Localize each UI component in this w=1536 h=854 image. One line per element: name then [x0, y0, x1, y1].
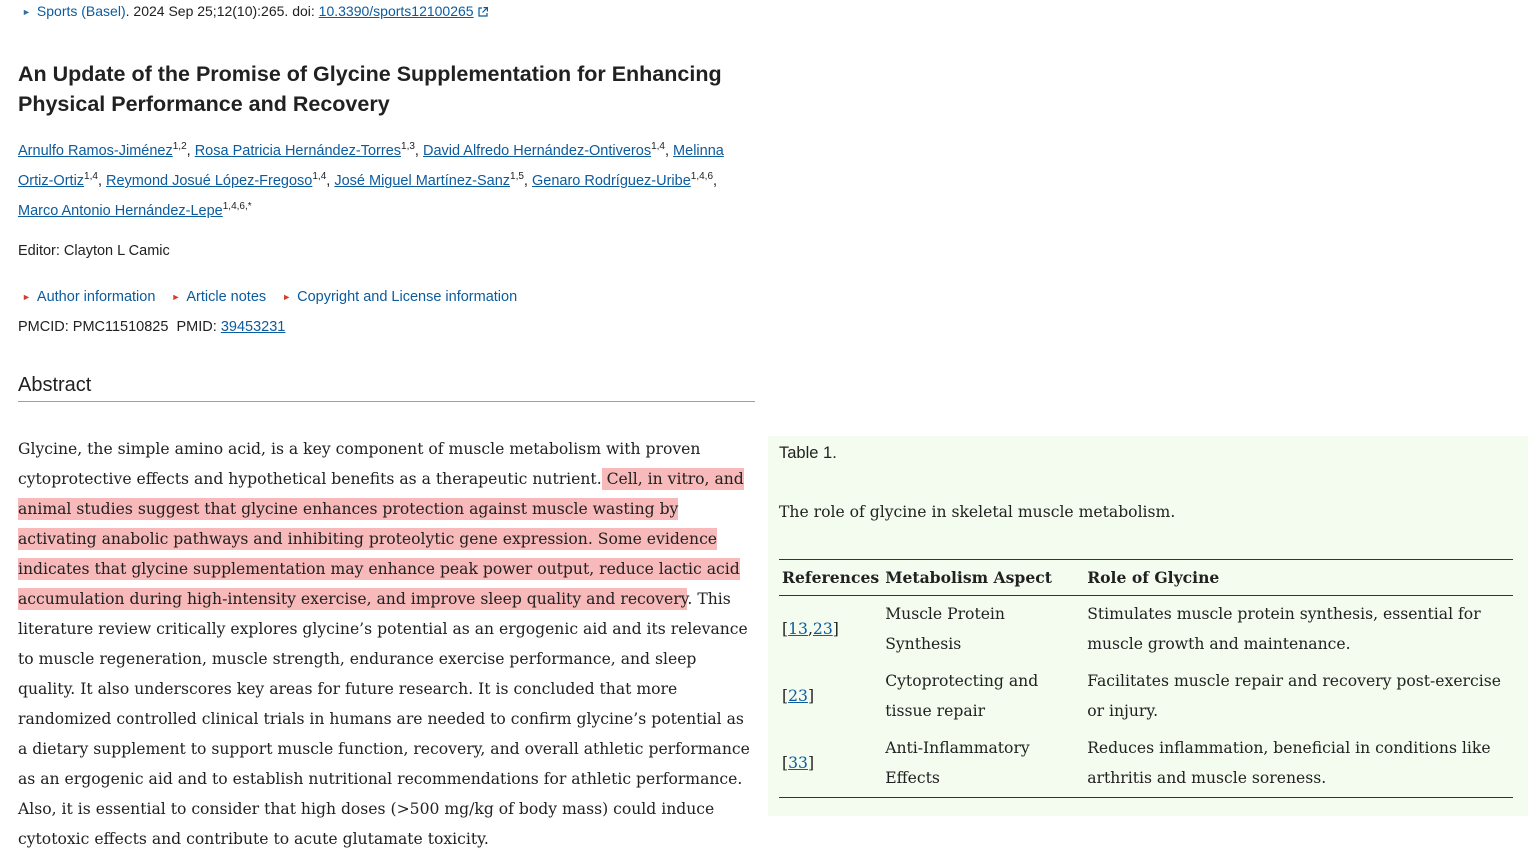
- author-list: [18, 136, 758, 226]
- article-notes-toggle[interactable]: [171, 289, 266, 305]
- author-separator: ,: [523, 173, 532, 189]
- author-link[interactable]: David Alfredo Hernández-Ontiveros: [422, 143, 652, 159]
- journal-name-link[interactable]: Sports (Basel): [36, 3, 126, 19]
- table-header-row: [779, 560, 1513, 596]
- affiliation-marker: 1,4: [312, 171, 327, 183]
- article-ids: [18, 319, 285, 335]
- triangle-right-icon: ►: [22, 292, 31, 302]
- abstract-part-1: Glycine, the simple amino acid, is a key component of muscle metabolism with proven cytoprotective effects and hypothetical benefits as a therapeutic nutrient.: [18, 440, 701, 488]
- author-separator: ,: [326, 173, 335, 189]
- author-separator: ,: [186, 143, 195, 159]
- affiliation-marker: 1,5: [510, 171, 524, 183]
- editor-line: Editor: Clayton L Camic: [18, 243, 170, 259]
- affiliation-marker: 1,4,6,*: [222, 201, 252, 213]
- author-link[interactable]: Arnulfo Ramos-Jiménez: [18, 143, 173, 159]
- table-caption: The role of glycine in skeletal muscle metabolism.: [779, 503, 1176, 521]
- copyright-license-label: Copyright and License information: [297, 289, 518, 305]
- affiliation-marker: 1,4: [651, 141, 665, 153]
- article-notes-label: Article notes: [186, 289, 267, 305]
- table-panel: [768, 436, 1528, 816]
- aspect-cell: Muscle Protein Synthesis: [885, 605, 1005, 653]
- table-label: Table 1.: [779, 444, 837, 462]
- author-link[interactable]: Genaro Rodríguez-Uribe: [531, 173, 691, 189]
- external-link-icon[interactable]: [478, 4, 488, 14]
- author-link[interactable]: Rosa Patricia Hernández-Torres: [194, 143, 402, 159]
- author-separator: ,: [97, 173, 107, 189]
- citation-text: . 2024 Sep 25;12(10):265. doi:: [125, 3, 319, 19]
- references-cell: [33]: [782, 754, 815, 772]
- author-link[interactable]: Melinna Ortiz-Ortiz: [18, 143, 724, 189]
- abstract-text: [18, 434, 758, 854]
- triangle-right-icon: ►: [171, 292, 181, 302]
- pmid-link[interactable]: 39453231: [220, 319, 286, 335]
- abstract-part-2: . This literature review critically explores glycine’s potential as an ergogenic aid and its relevance to muscle regeneration, muscle strength, endurance exercise performance, and sleep quality. It also underscores key areas for future research. It is concluded that more randomized controlled clinical trials in humans are needed to confirm glycine’s potential as a dietary supplement to support muscle function, recovery, and overall athletic performance as an ergogenic aid and to establish nutritional recommendations for athletic performance. Also, it is essential to consider that high doses (>500 mg/kg of body mass) could induce cytotoxic effects and contribute to acute glutamate toxicity.: [18, 590, 750, 848]
- article-info-links: [22, 289, 529, 305]
- role-cell: Facilitates muscle repair and recovery post-exercise or injury.: [1087, 672, 1501, 720]
- reference-link[interactable]: 13: [788, 620, 808, 638]
- reference-link[interactable]: 33: [788, 754, 808, 772]
- affiliation-marker: 1,4,6: [690, 171, 714, 183]
- reference-link[interactable]: 23: [788, 687, 808, 705]
- article-title: An Update of the Promise of Glycine Supplementation for Enhancing Physical Performance and Recovery: [18, 62, 722, 116]
- author-information-toggle[interactable]: [22, 289, 155, 305]
- doi-link[interactable]: 10.3390/sports12100265: [318, 3, 474, 19]
- triangle-right-icon[interactable]: ►: [22, 7, 31, 17]
- aspect-cell: Cytoprotecting and tissue repair: [885, 672, 1039, 720]
- author-link[interactable]: Marco Antonio Hernández-Lepe: [18, 203, 223, 219]
- glycine-role-table: [779, 559, 1513, 798]
- copyright-license-toggle[interactable]: [282, 289, 517, 305]
- table-row: [779, 596, 1513, 664]
- header-metabolism-aspect: Metabolism Aspect: [882, 560, 1084, 596]
- author-link[interactable]: José Miguel Martínez-Sanz: [334, 173, 511, 189]
- aspect-cell: Anti-Inflammatory Effects: [885, 739, 1030, 787]
- references-cell: [23]: [782, 687, 815, 705]
- references-cell: [13,23]: [782, 620, 839, 638]
- highlighted-text[interactable]: Cell, in vitro, and animal studies suggest that glycine enhances protection against muscle wasting by activating anabolic pathways and inhibiting proteolytic gene expression. Some evidence indicates that glycine supplementation may enhance peak power output, reduce lactic acid accumulation during high-intensity exercise, and improve sleep quality and recovery: [18, 470, 744, 608]
- reference-link[interactable]: 23: [812, 620, 833, 638]
- affiliation-marker: 1,2: [172, 141, 187, 153]
- table-row: [779, 730, 1513, 798]
- affiliation-marker: 1,3: [401, 141, 415, 153]
- author-separator: ,: [713, 173, 718, 189]
- pmid-label: PMID:: [176, 319, 221, 335]
- affiliation-marker: 1,4: [84, 171, 98, 183]
- author-information-label: Author information: [36, 289, 156, 305]
- triangle-right-icon: ►: [282, 292, 292, 302]
- role-cell: Stimulates muscle protein synthesis, essential for muscle growth and maintenance.: [1087, 605, 1481, 653]
- header-role-of-glycine: Role of Glycine: [1084, 560, 1513, 596]
- author-link[interactable]: Reymond Josué López-Fregoso: [106, 173, 313, 189]
- role-cell: Reduces inflammation, beneficial in conditions like arthritis and muscle soreness.: [1087, 739, 1491, 787]
- author-separator: ,: [664, 143, 674, 159]
- header-references: References: [779, 560, 882, 596]
- author-separator: ,: [414, 143, 423, 159]
- journal-citation: [22, 3, 488, 19]
- pmcid: PMCID: PMC11510825: [18, 319, 169, 335]
- table-row: [779, 663, 1513, 730]
- abstract-heading: Abstract: [18, 374, 755, 402]
